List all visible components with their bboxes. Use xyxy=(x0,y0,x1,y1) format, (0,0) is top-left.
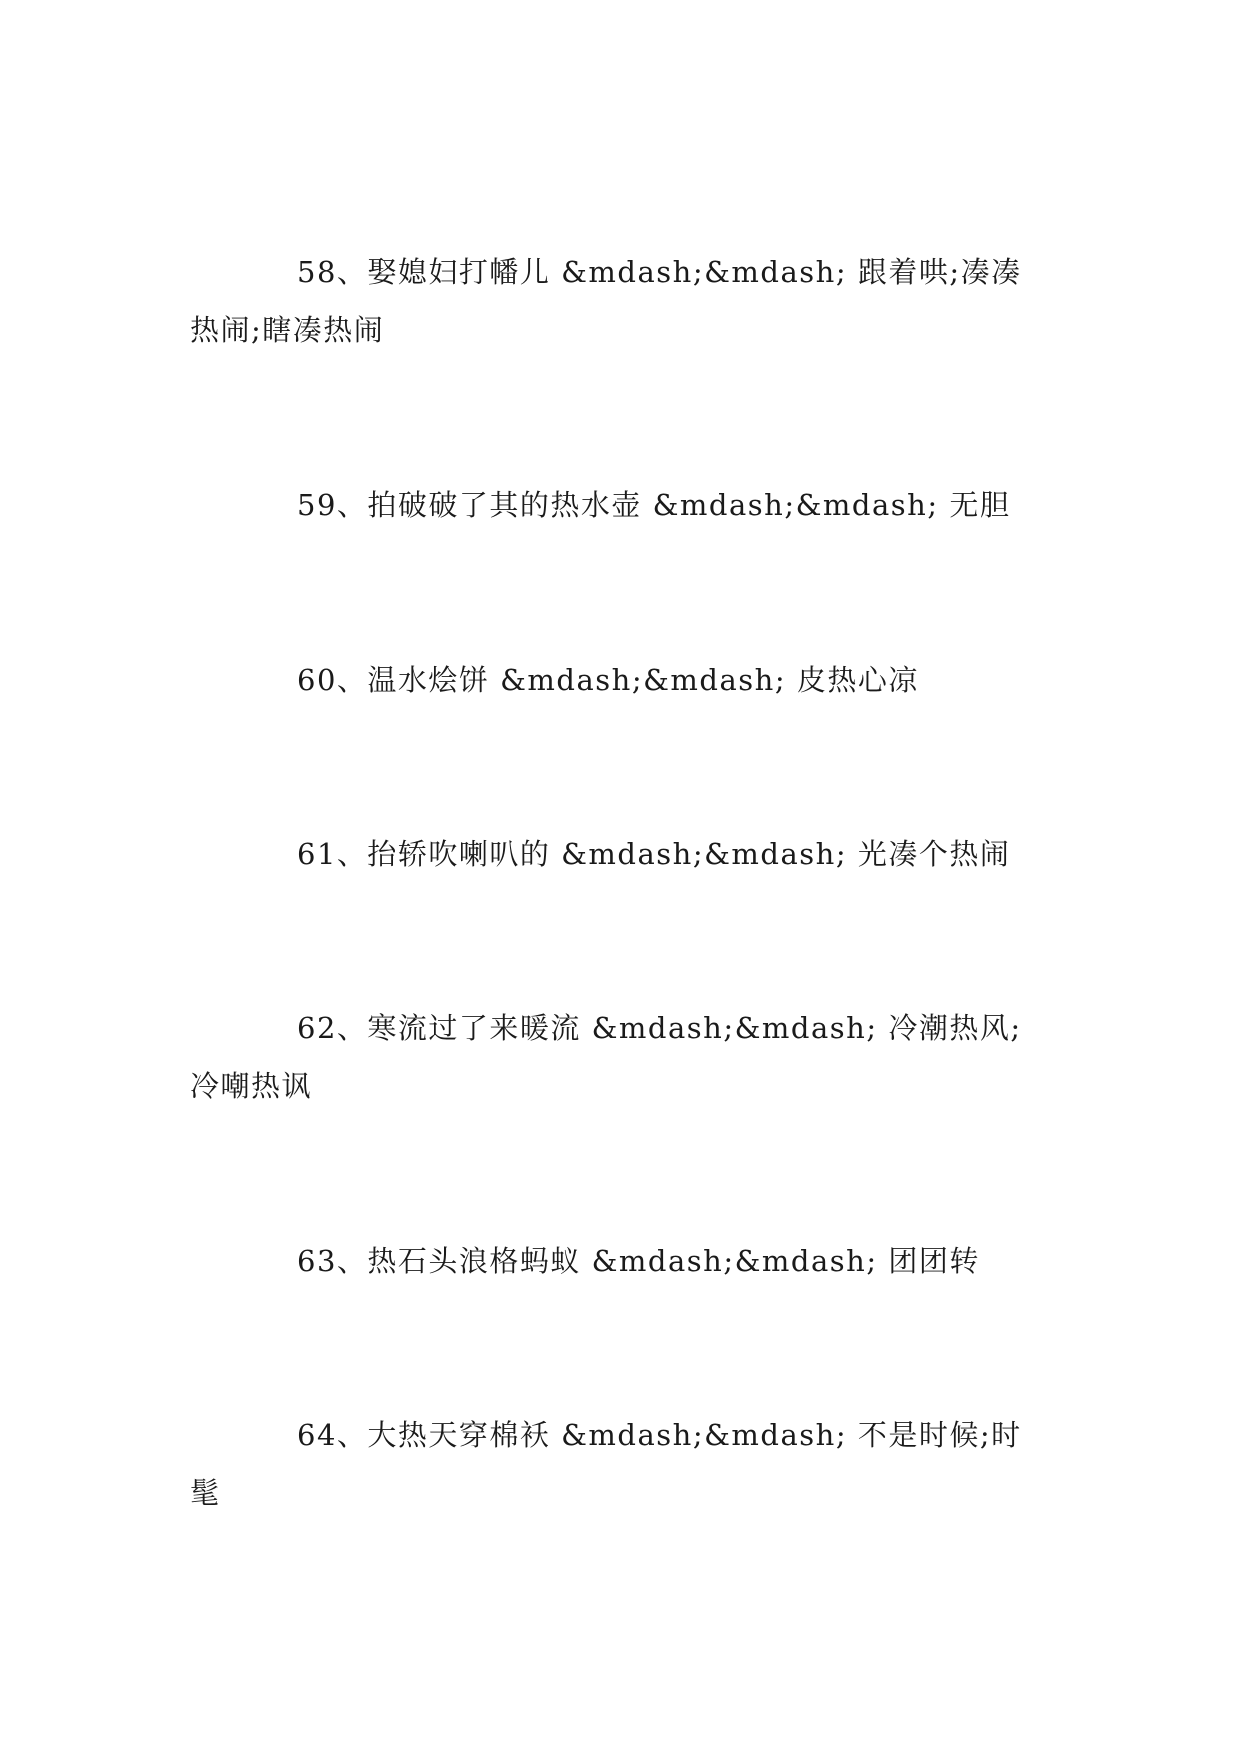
entry-61: 61、抬轿吹喇叭的 &mdash;&mdash; 光凑个热闹 xyxy=(297,837,1011,871)
entry-59: 59、拍破破了其的热水壶 &mdash;&mdash; 无胆 xyxy=(297,488,1011,522)
entry-60: 60、温水烩饼 &mdash;&mdash; 皮热心凉 xyxy=(297,663,919,697)
entry-62: 62、寒流过了来暖流 &mdash;&mdash; 冷潮热风;冷嘲热讽 xyxy=(190,1011,1022,1103)
entry-64: 64、大热天穿棉袄 &mdash;&mdash; 不是时候;时髦 xyxy=(190,1418,1022,1510)
entry-58: 58、娶媳妇打幡儿 &mdash;&mdash; 跟着哄;凑凑热闹;瞎凑热闹 xyxy=(190,255,1022,347)
entry-63: 63、热石头浪格蚂蚁 &mdash;&mdash; 团团转 xyxy=(297,1244,980,1278)
